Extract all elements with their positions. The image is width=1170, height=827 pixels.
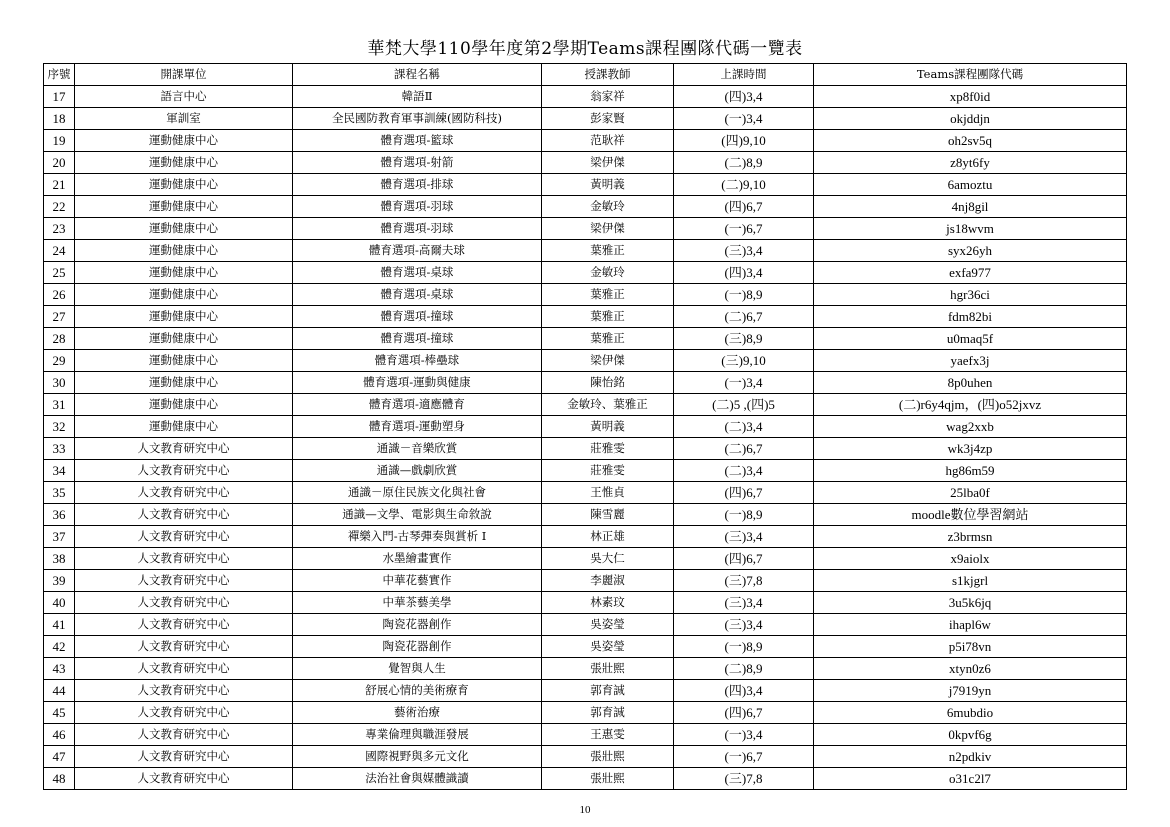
instructor-cell: 林正雄 <box>542 526 674 548</box>
department-cell: 人文教育研究中心 <box>75 768 293 790</box>
instructor-cell: 陳怡銘 <box>542 372 674 394</box>
teams-code-cell: s1kjgrl <box>814 570 1127 592</box>
instructor-cell: 葉雅正 <box>542 328 674 350</box>
document-title: 華梵大學110學年度第2學期Teams課程團隊代碼一覽表 <box>367 39 803 59</box>
course-name-cell: 法治社會與媒體識讀 <box>293 768 542 790</box>
course-name-cell: 水墨繪畫實作 <box>293 548 542 570</box>
course-name-cell: 舒展心情的美術療育 <box>293 680 542 702</box>
department-cell: 人文教育研究中心 <box>75 746 293 768</box>
table-row <box>44 262 1127 284</box>
header-class-time: 上課時間 <box>674 64 814 86</box>
instructor-cell: 張壯熙 <box>542 746 674 768</box>
department-cell: 人文教育研究中心 <box>75 680 293 702</box>
instructor-cell: 吳大仁 <box>542 548 674 570</box>
instructor-cell: 李麗淑 <box>542 570 674 592</box>
course-name-cell: 藝術治療 <box>293 702 542 724</box>
header-department: 開課單位 <box>75 64 293 86</box>
instructor-cell: 金敏玲 <box>542 262 674 284</box>
table-row <box>44 768 1127 790</box>
instructor-cell: 黃明義 <box>542 174 674 196</box>
row-index-cell: 47 <box>44 746 75 768</box>
class-time-cell: (二)6,7 <box>674 306 814 328</box>
course-name-cell: 專業倫理與職涯發展 <box>293 724 542 746</box>
course-name-cell: 體育選項-籃球 <box>293 130 542 152</box>
table-header-row <box>44 64 1127 86</box>
row-index-cell: 20 <box>44 152 75 174</box>
table-row <box>44 174 1127 196</box>
course-name-cell: 體育選項-桌球 <box>293 284 542 306</box>
department-cell: 運動健康中心 <box>75 284 293 306</box>
class-time-cell: (三)7,8 <box>674 570 814 592</box>
teams-code-cell: n2pdkiv <box>814 746 1127 768</box>
department-cell: 人文教育研究中心 <box>75 636 293 658</box>
instructor-cell: 莊雅雯 <box>542 438 674 460</box>
department-cell: 軍訓室 <box>75 108 293 130</box>
instructor-cell: 莊雅雯 <box>542 460 674 482</box>
table-row <box>44 130 1127 152</box>
teams-code-cell: 6amoztu <box>814 174 1127 196</box>
instructor-cell: 梁伊傑 <box>542 152 674 174</box>
header-teams-code: Teams課程團隊代碼 <box>814 64 1127 86</box>
course-name-cell: 中華茶藝美學 <box>293 592 542 614</box>
teams-code-cell: 3u5k6jq <box>814 592 1127 614</box>
course-name-cell: 陶瓷花器創作 <box>293 636 542 658</box>
department-cell: 人文教育研究中心 <box>75 614 293 636</box>
course-name-cell: 體育選項-高爾夫球 <box>293 240 542 262</box>
department-cell: 人文教育研究中心 <box>75 702 293 724</box>
row-index-cell: 34 <box>44 460 75 482</box>
row-index-cell: 42 <box>44 636 75 658</box>
teams-code-cell: moodle數位學習網站 <box>814 504 1127 526</box>
course-name-cell: 體育選項-適應體育 <box>293 394 542 416</box>
class-time-cell: (一)3,4 <box>674 108 814 130</box>
teams-code-cell: xp8f0id <box>814 86 1127 108</box>
row-index-cell: 17 <box>44 86 75 108</box>
row-index-cell: 35 <box>44 482 75 504</box>
course-name-cell: 中華花藝實作 <box>293 570 542 592</box>
row-index-cell: 41 <box>44 614 75 636</box>
table-row <box>44 394 1127 416</box>
header-course-name: 課程名稱 <box>293 64 542 86</box>
table-row <box>44 438 1127 460</box>
table-row <box>44 504 1127 526</box>
department-cell: 運動健康中心 <box>75 372 293 394</box>
teams-code-cell: wk3j4zp <box>814 438 1127 460</box>
teams-code-cell: o31c2l7 <box>814 768 1127 790</box>
teams-code-cell: syx26yh <box>814 240 1127 262</box>
row-index-cell: 27 <box>44 306 75 328</box>
department-cell: 運動健康中心 <box>75 130 293 152</box>
class-time-cell: (三)7,8 <box>674 768 814 790</box>
table-row <box>44 284 1127 306</box>
department-cell: 運動健康中心 <box>75 416 293 438</box>
class-time-cell: (四)6,7 <box>674 702 814 724</box>
course-name-cell: 體育選項-射箭 <box>293 152 542 174</box>
row-index-cell: 18 <box>44 108 75 130</box>
row-index-cell: 24 <box>44 240 75 262</box>
instructor-cell: 葉雅正 <box>542 306 674 328</box>
department-cell: 人文教育研究中心 <box>75 438 293 460</box>
teams-code-cell: ihapl6w <box>814 614 1127 636</box>
table-row <box>44 570 1127 592</box>
row-index-cell: 32 <box>44 416 75 438</box>
instructor-cell: 吳姿瑩 <box>542 614 674 636</box>
department-cell: 人文教育研究中心 <box>75 548 293 570</box>
class-time-cell: (二)9,10 <box>674 174 814 196</box>
teams-code-cell: u0maq5f <box>814 328 1127 350</box>
table-row <box>44 548 1127 570</box>
class-time-cell: (一)8,9 <box>674 636 814 658</box>
class-time-cell: (四)6,7 <box>674 196 814 218</box>
course-name-cell: 體育選項-桌球 <box>293 262 542 284</box>
instructor-cell: 吳姿瑩 <box>542 636 674 658</box>
row-index-cell: 48 <box>44 768 75 790</box>
teams-code-cell: exfa977 <box>814 262 1127 284</box>
class-time-cell: (三)3,4 <box>674 240 814 262</box>
table-row <box>44 416 1127 438</box>
row-index-cell: 46 <box>44 724 75 746</box>
instructor-cell: 梁伊傑 <box>542 350 674 372</box>
table-row <box>44 372 1127 394</box>
course-name-cell: 體育選項-棒壘球 <box>293 350 542 372</box>
course-name-cell: 體育選項-撞球 <box>293 328 542 350</box>
class-time-cell: (三)8,9 <box>674 328 814 350</box>
instructor-cell: 王惟貞 <box>542 482 674 504</box>
instructor-cell: 葉雅正 <box>542 284 674 306</box>
instructor-cell: 張壯熙 <box>542 658 674 680</box>
header-index: 序號 <box>44 64 75 86</box>
class-time-cell: (一)8,9 <box>674 284 814 306</box>
row-index-cell: 38 <box>44 548 75 570</box>
teams-code-cell: yaefx3j <box>814 350 1127 372</box>
instructor-cell: 葉雅正 <box>542 240 674 262</box>
instructor-cell: 黃明義 <box>542 416 674 438</box>
class-time-cell: (三)3,4 <box>674 614 814 636</box>
table-row <box>44 240 1127 262</box>
teams-code-cell: wag2xxb <box>814 416 1127 438</box>
class-time-cell: (二)5 ,(四)5 <box>674 394 814 416</box>
row-index-cell: 19 <box>44 130 75 152</box>
class-time-cell: (一)3,4 <box>674 372 814 394</box>
table-row <box>44 152 1127 174</box>
course-name-cell: 通識—文學、電影與生命敘說 <box>293 504 542 526</box>
course-name-cell: 全民國防教育軍事訓練(國防科技) <box>293 108 542 130</box>
row-index-cell: 44 <box>44 680 75 702</box>
department-cell: 運動健康中心 <box>75 218 293 240</box>
table-row <box>44 614 1127 636</box>
table-row <box>44 702 1127 724</box>
teams-code-cell: okjddjn <box>814 108 1127 130</box>
table-row <box>44 218 1127 240</box>
course-name-cell: 禪樂入門-古琴彈奏與賞析 I <box>293 526 542 548</box>
page-number: 10 <box>579 804 591 816</box>
teams-code-cell: fdm82bi <box>814 306 1127 328</box>
course-name-cell: 體育選項-排球 <box>293 174 542 196</box>
instructor-cell: 范耿祥 <box>542 130 674 152</box>
department-cell: 運動健康中心 <box>75 306 293 328</box>
class-time-cell: (一)8,9 <box>674 504 814 526</box>
row-index-cell: 33 <box>44 438 75 460</box>
instructor-cell: 彭家賢 <box>542 108 674 130</box>
instructor-cell: 金敏玲 <box>542 196 674 218</box>
class-time-cell: (四)9,10 <box>674 130 814 152</box>
table-row <box>44 636 1127 658</box>
teams-code-cell: hg86m59 <box>814 460 1127 482</box>
table-row <box>44 680 1127 702</box>
table-row <box>44 592 1127 614</box>
row-index-cell: 45 <box>44 702 75 724</box>
teams-code-cell: js18wvm <box>814 218 1127 240</box>
department-cell: 運動健康中心 <box>75 350 293 372</box>
class-time-cell: (三)3,4 <box>674 526 814 548</box>
row-index-cell: 22 <box>44 196 75 218</box>
teams-code-cell: x9aiolx <box>814 548 1127 570</box>
course-name-cell: 體育選項-羽球 <box>293 218 542 240</box>
department-cell: 人文教育研究中心 <box>75 658 293 680</box>
row-index-cell: 26 <box>44 284 75 306</box>
department-cell: 運動健康中心 <box>75 262 293 284</box>
department-cell: 人文教育研究中心 <box>75 592 293 614</box>
teams-code-cell: oh2sv5q <box>814 130 1127 152</box>
department-cell: 運動健康中心 <box>75 240 293 262</box>
row-index-cell: 23 <box>44 218 75 240</box>
class-time-cell: (二)8,9 <box>674 658 814 680</box>
course-name-cell: 覺智與人生 <box>293 658 542 680</box>
table-row <box>44 108 1127 130</box>
course-name-cell: 體育選項-運動與健康 <box>293 372 542 394</box>
row-index-cell: 31 <box>44 394 75 416</box>
row-index-cell: 36 <box>44 504 75 526</box>
table-row <box>44 350 1127 372</box>
class-time-cell: (二)8,9 <box>674 152 814 174</box>
class-time-cell: (四)6,7 <box>674 548 814 570</box>
course-name-cell: 通識—戲劇欣賞 <box>293 460 542 482</box>
course-name-cell: 體育選項-運動塑身 <box>293 416 542 438</box>
teams-code-cell: z8yt6fy <box>814 152 1127 174</box>
course-name-cell: 國際視野與多元文化 <box>293 746 542 768</box>
instructor-cell: 翁家祥 <box>542 86 674 108</box>
department-cell: 語言中心 <box>75 86 293 108</box>
class-time-cell: (一)6,7 <box>674 746 814 768</box>
instructor-cell: 張壯熙 <box>542 768 674 790</box>
department-cell: 人文教育研究中心 <box>75 504 293 526</box>
row-index-cell: 29 <box>44 350 75 372</box>
row-index-cell: 43 <box>44 658 75 680</box>
teams-code-cell: 6mubdio <box>814 702 1127 724</box>
table-row <box>44 196 1127 218</box>
class-time-cell: (一)6,7 <box>674 218 814 240</box>
class-time-cell: (二)3,4 <box>674 460 814 482</box>
table-row <box>44 328 1127 350</box>
teams-code-cell: j7919yn <box>814 680 1127 702</box>
class-time-cell: (四)3,4 <box>674 262 814 284</box>
department-cell: 運動健康中心 <box>75 196 293 218</box>
teams-code-cell: hgr36ci <box>814 284 1127 306</box>
instructor-cell: 郭育誠 <box>542 702 674 724</box>
class-time-cell: (三)3,4 <box>674 592 814 614</box>
teams-code-cell: z3brmsn <box>814 526 1127 548</box>
table-row <box>44 86 1127 108</box>
course-name-cell: 體育選項-撞球 <box>293 306 542 328</box>
class-time-cell: (三)9,10 <box>674 350 814 372</box>
instructor-cell: 陳雪麗 <box>542 504 674 526</box>
department-cell: 人文教育研究中心 <box>75 460 293 482</box>
course-name-cell: 陶瓷花器創作 <box>293 614 542 636</box>
table-row <box>44 306 1127 328</box>
class-time-cell: (一)3,4 <box>674 724 814 746</box>
table-row <box>44 482 1127 504</box>
department-cell: 運動健康中心 <box>75 328 293 350</box>
header-instructor: 授課教師 <box>542 64 674 86</box>
row-index-cell: 25 <box>44 262 75 284</box>
row-index-cell: 21 <box>44 174 75 196</box>
department-cell: 人文教育研究中心 <box>75 526 293 548</box>
course-code-table <box>43 63 1127 790</box>
table-row <box>44 746 1127 768</box>
course-name-cell: 通識－原住民族文化與社會 <box>293 482 542 504</box>
table-row <box>44 658 1127 680</box>
row-index-cell: 28 <box>44 328 75 350</box>
table-row <box>44 460 1127 482</box>
instructor-cell: 金敏玲、葉雅正 <box>542 394 674 416</box>
teams-code-cell: 4nj8gil <box>814 196 1127 218</box>
department-cell: 運動健康中心 <box>75 394 293 416</box>
table-row <box>44 526 1127 548</box>
course-name-cell: 通識－音樂欣賞 <box>293 438 542 460</box>
instructor-cell: 王惠雯 <box>542 724 674 746</box>
instructor-cell: 郭育誠 <box>542 680 674 702</box>
teams-code-cell: (二)r6y4qjm，(四)o52jxvz <box>814 394 1127 416</box>
table-row <box>44 724 1127 746</box>
instructor-cell: 梁伊傑 <box>542 218 674 240</box>
row-index-cell: 30 <box>44 372 75 394</box>
class-time-cell: (二)6,7 <box>674 438 814 460</box>
row-index-cell: 40 <box>44 592 75 614</box>
teams-code-cell: 25lba0f <box>814 482 1127 504</box>
teams-code-cell: 8p0uhen <box>814 372 1127 394</box>
teams-code-cell: 0kpvf6g <box>814 724 1127 746</box>
class-time-cell: (二)3,4 <box>674 416 814 438</box>
teams-code-cell: xtyn0z6 <box>814 658 1127 680</box>
department-cell: 人文教育研究中心 <box>75 724 293 746</box>
course-name-cell: 體育選項-羽球 <box>293 196 542 218</box>
teams-code-cell: p5i78vn <box>814 636 1127 658</box>
department-cell: 運動健康中心 <box>75 152 293 174</box>
department-cell: 運動健康中心 <box>75 174 293 196</box>
class-time-cell: (四)3,4 <box>674 86 814 108</box>
class-time-cell: (四)6,7 <box>674 482 814 504</box>
instructor-cell: 林素玟 <box>542 592 674 614</box>
department-cell: 人文教育研究中心 <box>75 570 293 592</box>
class-time-cell: (四)3,4 <box>674 680 814 702</box>
table-body <box>44 86 1127 790</box>
department-cell: 人文教育研究中心 <box>75 482 293 504</box>
row-index-cell: 39 <box>44 570 75 592</box>
course-name-cell: 韓語Ⅱ <box>293 86 542 108</box>
row-index-cell: 37 <box>44 526 75 548</box>
